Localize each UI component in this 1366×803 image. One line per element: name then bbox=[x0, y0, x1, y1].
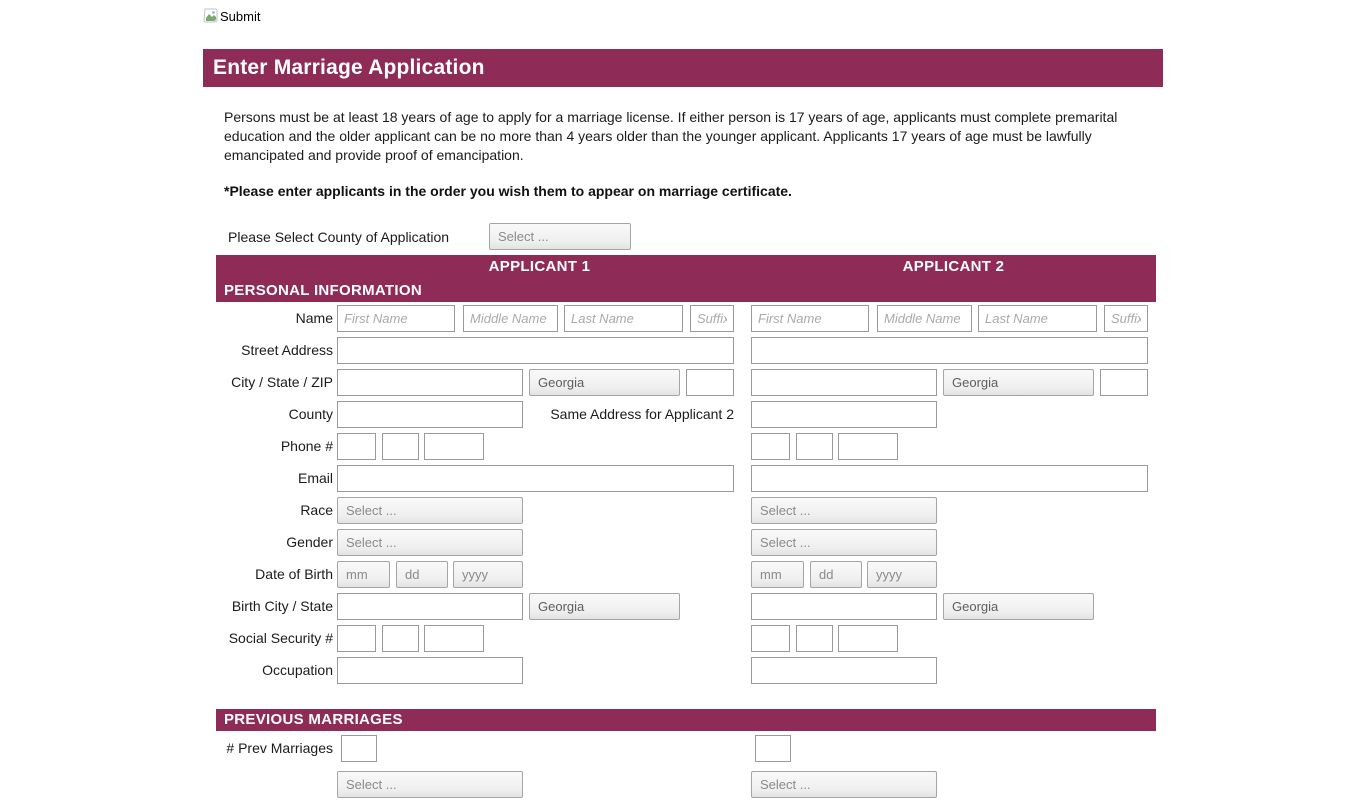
phone-prefix-input-a2[interactable] bbox=[796, 433, 833, 460]
county-of-application-row bbox=[228, 223, 1163, 250]
birth-city-input-a2[interactable] bbox=[751, 593, 937, 620]
street-address-label: Street Address bbox=[241, 342, 333, 358]
phone-area-input-a2[interactable] bbox=[751, 433, 790, 460]
city-input-a1[interactable] bbox=[337, 369, 523, 396]
county-input-a1[interactable] bbox=[337, 401, 523, 428]
ssn-part3-input-a1[interactable] bbox=[424, 625, 484, 652]
applicant2-header: APPLICANT 2 bbox=[902, 258, 1005, 275]
applicant2-name-fields bbox=[751, 305, 1148, 332]
birth-state-select-a1[interactable]: Georgia bbox=[529, 593, 680, 620]
phone-line-input-a1[interactable] bbox=[424, 433, 484, 460]
previous-marriages-header: PREVIOUS MARRIAGES bbox=[216, 709, 1156, 731]
phone-label: Phone # bbox=[280, 438, 333, 454]
occupation-label: Occupation bbox=[262, 662, 333, 678]
occupation-input-a2[interactable] bbox=[751, 657, 937, 684]
state-select-a2[interactable]: Georgia bbox=[943, 369, 1094, 396]
race-select-a1[interactable]: Select ... bbox=[337, 497, 523, 524]
personal-information-header: PERSONAL INFORMATION bbox=[224, 282, 422, 299]
ssn-part1-input-a2[interactable] bbox=[751, 625, 790, 652]
dob-day-select-a1[interactable]: dd bbox=[396, 561, 448, 588]
page-container bbox=[203, 8, 1163, 803]
form-row-city-state-zip bbox=[216, 369, 1156, 401]
gender-select-a1[interactable]: Select ... bbox=[337, 529, 523, 556]
form-row-street-address bbox=[216, 337, 1156, 369]
zip-input-a2[interactable] bbox=[1100, 369, 1148, 396]
last-name-input-a2[interactable] bbox=[978, 305, 1097, 332]
personal-information-rows bbox=[216, 305, 1156, 689]
page-title: Enter Marriage Application bbox=[213, 56, 485, 79]
ssn-label: Social Security # bbox=[228, 630, 333, 646]
phone-prefix-input-a1[interactable] bbox=[382, 433, 419, 460]
county-input-a2[interactable] bbox=[751, 401, 937, 428]
form-row-email bbox=[216, 465, 1156, 497]
form-row-ssn bbox=[216, 625, 1156, 657]
applicant1-name-fields bbox=[337, 305, 734, 332]
first-name-input-a1[interactable] bbox=[337, 305, 455, 332]
zip-input-a1[interactable] bbox=[686, 369, 734, 396]
middle-name-input-a2[interactable] bbox=[877, 305, 972, 332]
dob-year-select-a1[interactable]: yyyy bbox=[453, 561, 523, 588]
form-row-gender bbox=[216, 529, 1156, 561]
intro-paragraph: Persons must be at least 18 years of age to apply for a marriage license. If either person is 17 years of age, applicants must complete premarital education and the older applicant can be no more than 4 years older than the younger applicant. Applicants 17 years of age must be lawfully emancipated and provide proof of emancipation. bbox=[224, 109, 1118, 163]
form-row-prev-marriages bbox=[216, 735, 1156, 767]
prev-marriages-count-input-a1[interactable] bbox=[341, 735, 377, 762]
form-row-occupation bbox=[216, 657, 1156, 689]
email-input-a2[interactable] bbox=[751, 465, 1148, 492]
state-select-a1[interactable]: Georgia bbox=[529, 369, 680, 396]
submit-image-button[interactable] bbox=[203, 8, 260, 24]
applicants-header bbox=[216, 255, 1156, 302]
form-row-prev-marriage-select bbox=[216, 771, 1156, 803]
ssn-part1-input-a1[interactable] bbox=[337, 625, 376, 652]
application-form bbox=[216, 255, 1156, 803]
form-row-name bbox=[216, 305, 1156, 337]
form-row-dob bbox=[216, 561, 1156, 593]
dob-label: Date of Birth bbox=[255, 566, 333, 582]
phone-area-input-a1[interactable] bbox=[337, 433, 376, 460]
birth-state-select-a2[interactable]: Georgia bbox=[943, 593, 1094, 620]
name-label: Name bbox=[295, 310, 333, 326]
submit-alt-text: Submit bbox=[220, 8, 261, 24]
dob-month-select-a2[interactable]: mm bbox=[751, 561, 804, 588]
city-state-zip-label: City / State / ZIP bbox=[231, 374, 333, 390]
broken-image-icon bbox=[203, 8, 219, 24]
page-title-bar bbox=[203, 49, 1163, 87]
prev-marriage-select-a1[interactable]: Select ... bbox=[337, 771, 523, 798]
suffix-input-a1[interactable] bbox=[690, 305, 734, 332]
form-row-birth-city-state bbox=[216, 593, 1156, 625]
dob-year-select-a2[interactable]: yyyy bbox=[867, 561, 937, 588]
first-name-input-a2[interactable] bbox=[751, 305, 869, 332]
order-note: *Please enter applicants in the order you wish them to appear on marriage certificate. bbox=[224, 183, 792, 199]
applicant1-header: APPLICANT 1 bbox=[488, 258, 591, 275]
email-input-a1[interactable] bbox=[337, 465, 734, 492]
dob-day-select-a2[interactable]: dd bbox=[810, 561, 862, 588]
gender-label: Gender bbox=[286, 534, 333, 550]
prev-marriages-count-input-a2[interactable] bbox=[755, 735, 791, 762]
dob-month-select-a1[interactable]: mm bbox=[337, 561, 390, 588]
ssn-part2-input-a1[interactable] bbox=[382, 625, 419, 652]
race-select-a2[interactable]: Select ... bbox=[751, 497, 937, 524]
county-label: County bbox=[288, 406, 333, 422]
street-address-input-a2[interactable] bbox=[751, 337, 1148, 364]
occupation-input-a1[interactable] bbox=[337, 657, 523, 684]
county-of-application-label: Please Select County of Application bbox=[228, 228, 450, 245]
last-name-input-a1[interactable] bbox=[564, 305, 683, 332]
race-label: Race bbox=[300, 502, 333, 518]
gender-select-a2[interactable]: Select ... bbox=[751, 529, 937, 556]
form-row-race bbox=[216, 497, 1156, 529]
prev-marriages-label: # Prev Marriages bbox=[226, 740, 333, 756]
same-address-label: Same Address for Applicant 2 bbox=[550, 406, 734, 422]
street-address-input-a1[interactable] bbox=[337, 337, 734, 364]
county-of-application-select[interactable]: Select ... bbox=[489, 223, 631, 250]
form-row-phone bbox=[216, 433, 1156, 465]
form-row-county bbox=[216, 401, 1156, 433]
ssn-part2-input-a2[interactable] bbox=[796, 625, 833, 652]
birth-city-input-a1[interactable] bbox=[337, 593, 523, 620]
suffix-input-a2[interactable] bbox=[1104, 305, 1148, 332]
middle-name-input-a1[interactable] bbox=[463, 305, 558, 332]
email-label: Email bbox=[297, 470, 333, 486]
phone-line-input-a2[interactable] bbox=[838, 433, 898, 460]
city-input-a2[interactable] bbox=[751, 369, 937, 396]
ssn-part3-input-a2[interactable] bbox=[838, 625, 898, 652]
birth-city-state-label: Birth City / State bbox=[231, 598, 333, 614]
prev-marriage-select-a2[interactable]: Select ... bbox=[751, 771, 937, 798]
